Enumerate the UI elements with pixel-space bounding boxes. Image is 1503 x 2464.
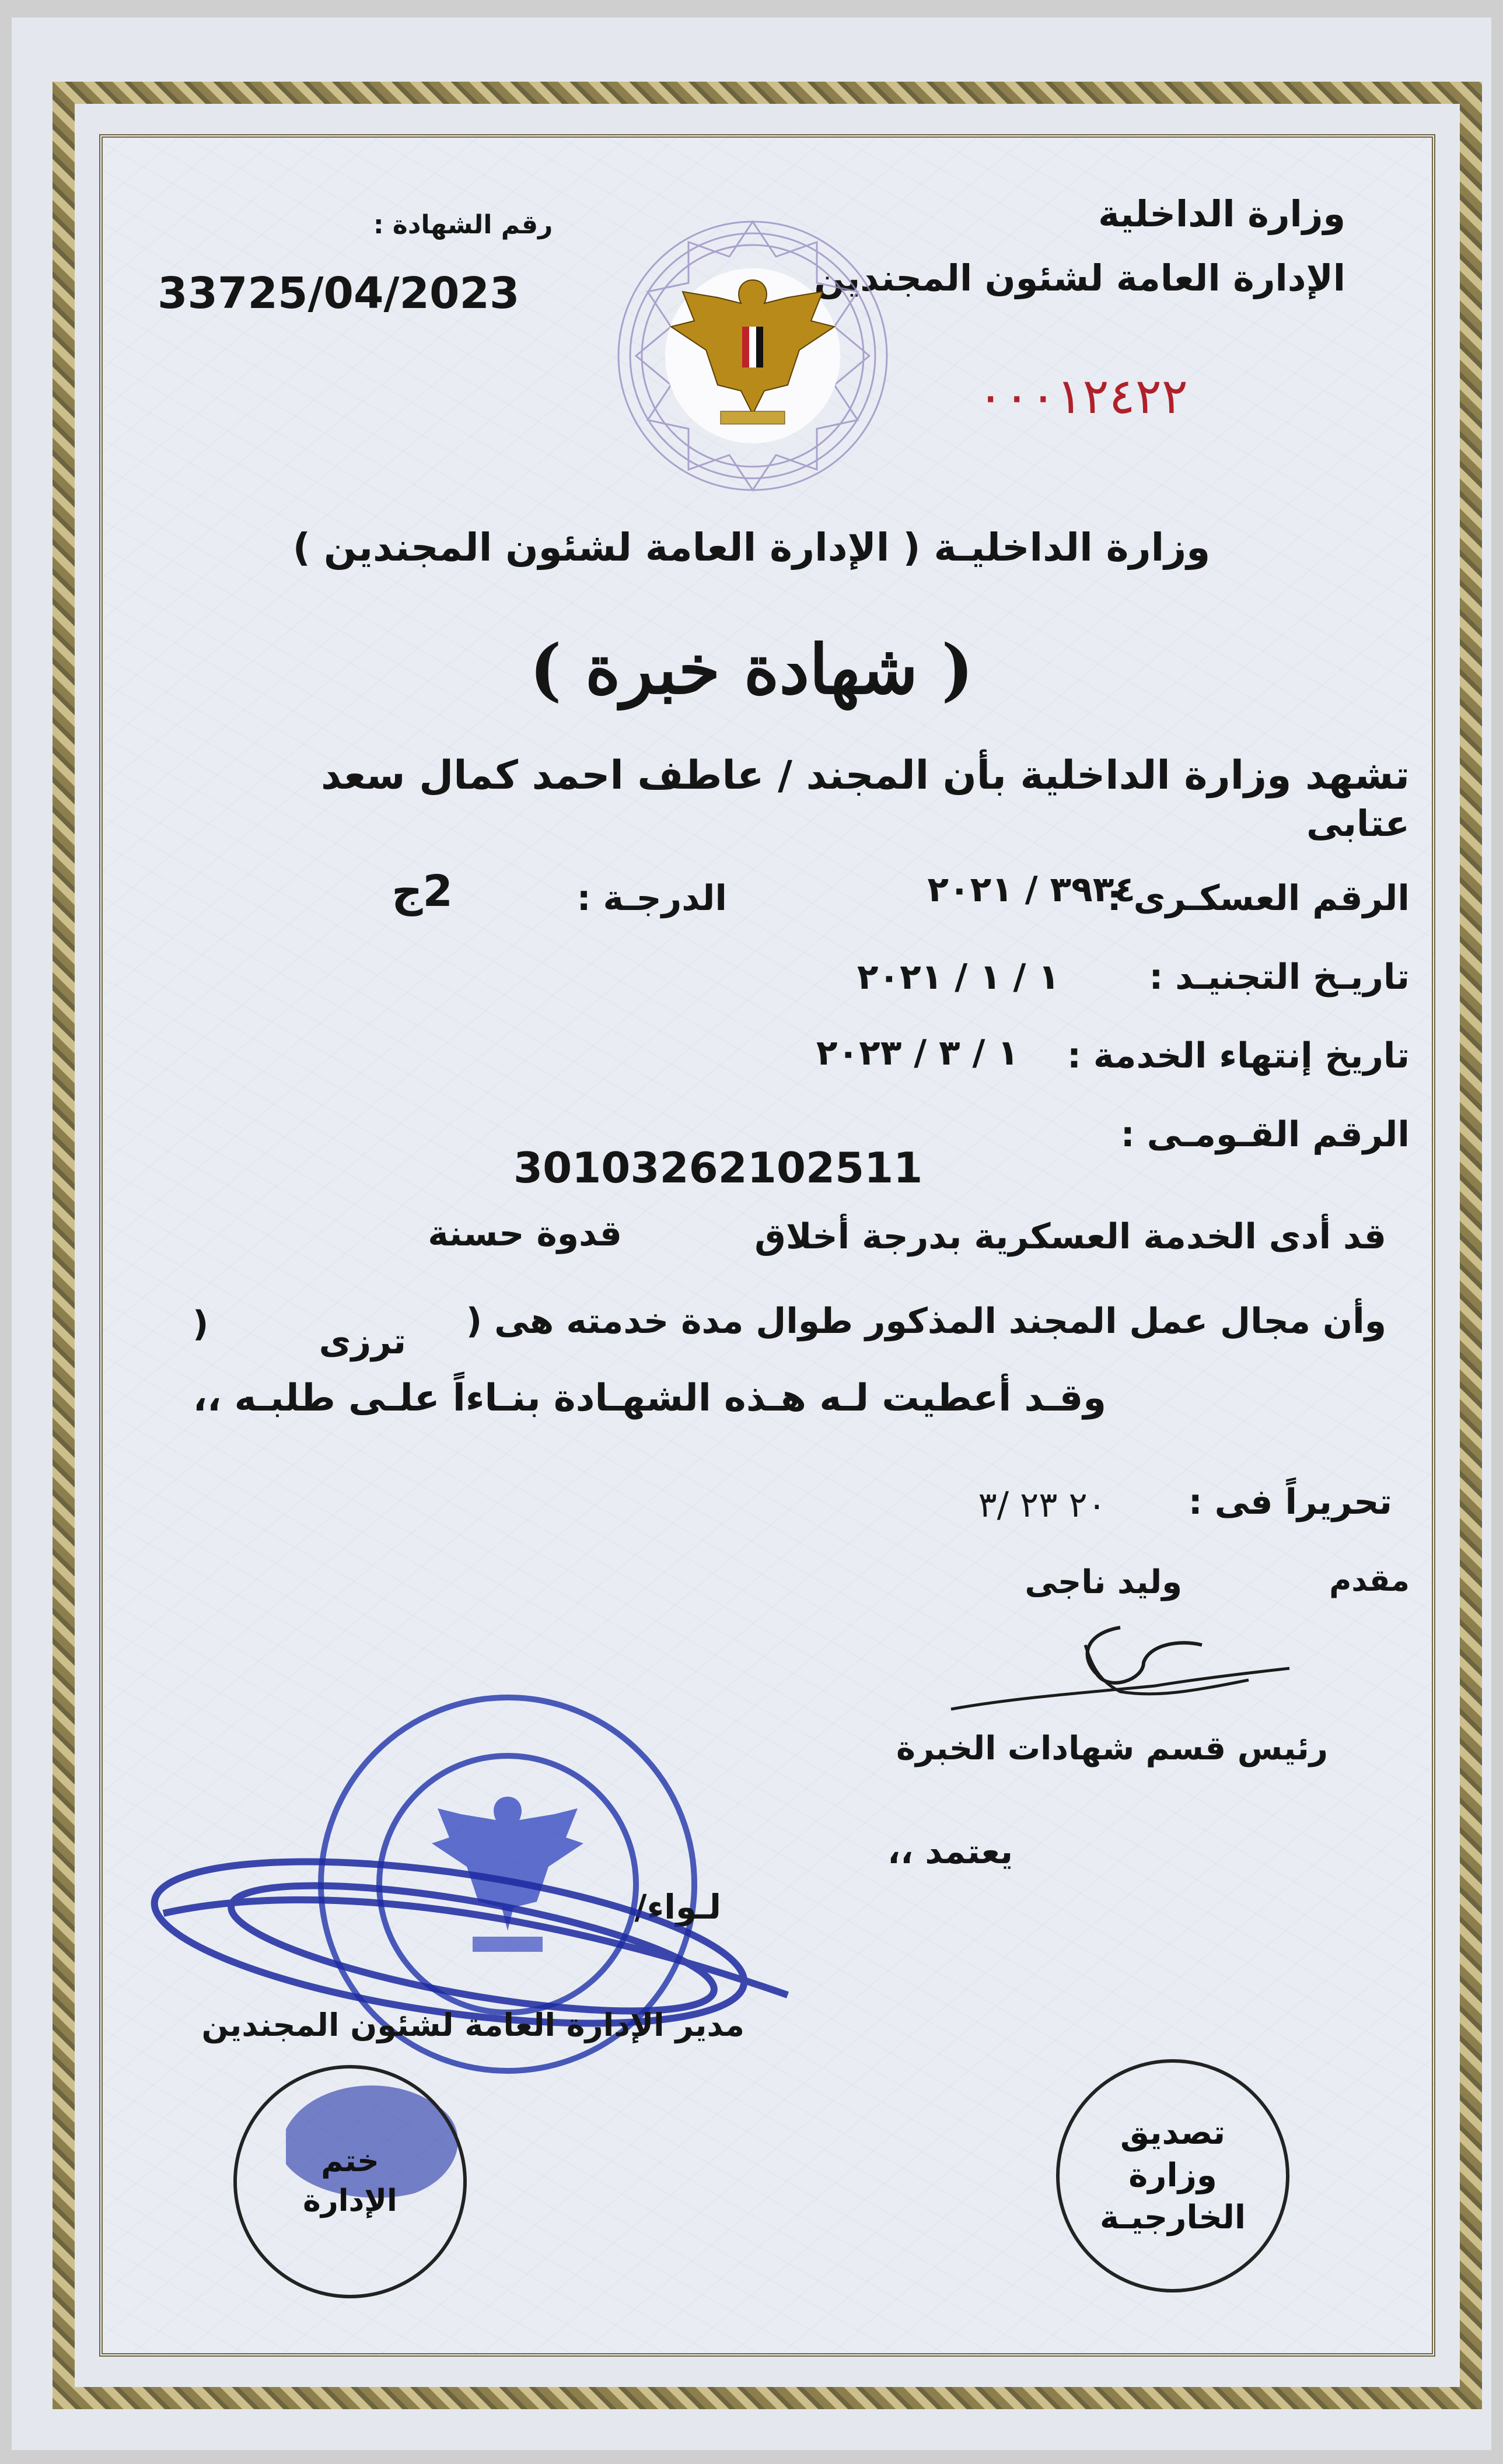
enlistment-date-label: تاريـخ التجنيـد : — [1149, 957, 1410, 998]
eagle-emblem-icon — [589, 210, 916, 502]
work-field-value: ترزى — [319, 1321, 406, 1362]
seal-line-2: الإدارة — [303, 2183, 397, 2218]
department-header: الإدارة العامة لشئون المجندين — [814, 257, 1345, 299]
grade-value: 2ج — [392, 866, 453, 916]
national-id-value: 30103262102511 — [513, 1143, 923, 1192]
auth-line-1: تصديق — [1120, 2113, 1226, 2152]
national-id-label: الرقم القـومـى : — [1120, 1114, 1410, 1155]
ministry-line: وزارة الداخليـة ( الإدارة العامة لشئون المجندين ) — [292, 525, 1211, 570]
officer-signature-icon — [945, 1610, 1307, 1738]
military-number-label: الرقم العسكـرى : — [1107, 878, 1410, 919]
military-number-value: ٣٩٣٤ / ٢٠٢١ — [927, 869, 1135, 910]
work-field-close-paren: ) — [193, 1304, 209, 1345]
head-of-section-title: رئيس قسم شهادات الخبرة — [896, 1730, 1328, 1768]
foreign-ministry-authentication-circle — [1056, 2059, 1289, 2292]
service-end-label: تاريخ إنتهاء الخدمة : — [1067, 1035, 1410, 1076]
administration-seal-circle — [233, 2065, 467, 2298]
written-on-value: ٢٠ ٢٣ /٣ — [978, 1485, 1106, 1525]
statement-name-end: عتابى — [1306, 802, 1410, 845]
auth-line-2: وزارة — [1128, 2156, 1217, 2194]
conduct-value: قدوة حسنة — [428, 1213, 622, 1254]
work-field-label: وأن مجال عمل المجند المذكور طوال مدة خدمته هى ( — [466, 1301, 1386, 1342]
enlistment-date-value: ١ / ١ / ٢٠٢١ — [857, 957, 1060, 998]
grade-label: الدرجـة : — [576, 878, 727, 919]
director-title: مدير الإدارة العامة لشئون المجندين — [201, 2007, 744, 2043]
issued-note: وقـد أعطيت لـه هـذه الشهـادة بنـاءاً علـى طلبـه ،، — [193, 1377, 1106, 1420]
ministry-header: وزارة الداخلية — [1098, 192, 1345, 235]
certificate-number-label: رقم الشهادة : — [373, 210, 553, 240]
written-on-label: تحريراً فى : — [1188, 1482, 1392, 1522]
general-rank-label: لـواء/ — [634, 1887, 721, 1927]
conduct-label: قد أدى الخدمة العسكرية بدرجة أخلاق — [754, 1216, 1386, 1257]
officer-rank: مقدم — [1329, 1563, 1410, 1598]
service-end-value: ١ / ٣ / ٢٠٢٣ — [816, 1032, 1019, 1073]
certificate-title: ( شهادة خبرة ) — [529, 630, 974, 709]
certificate-number: 33725/04/2023 — [158, 268, 520, 318]
statement-line: تشهد وزارة الداخلية بأن المجند / عاطف احمد كمال سعد — [321, 752, 1410, 799]
auth-line-3: الخارجيـة — [1099, 2199, 1246, 2237]
serial-number: ٠٠٠١٢٤٢٢ — [977, 368, 1188, 425]
officer-name: وليد ناجى — [1025, 1563, 1182, 1601]
seal-line-1: ختم — [321, 2144, 379, 2179]
approve-label: يعتمد ،، — [887, 1832, 1013, 1871]
